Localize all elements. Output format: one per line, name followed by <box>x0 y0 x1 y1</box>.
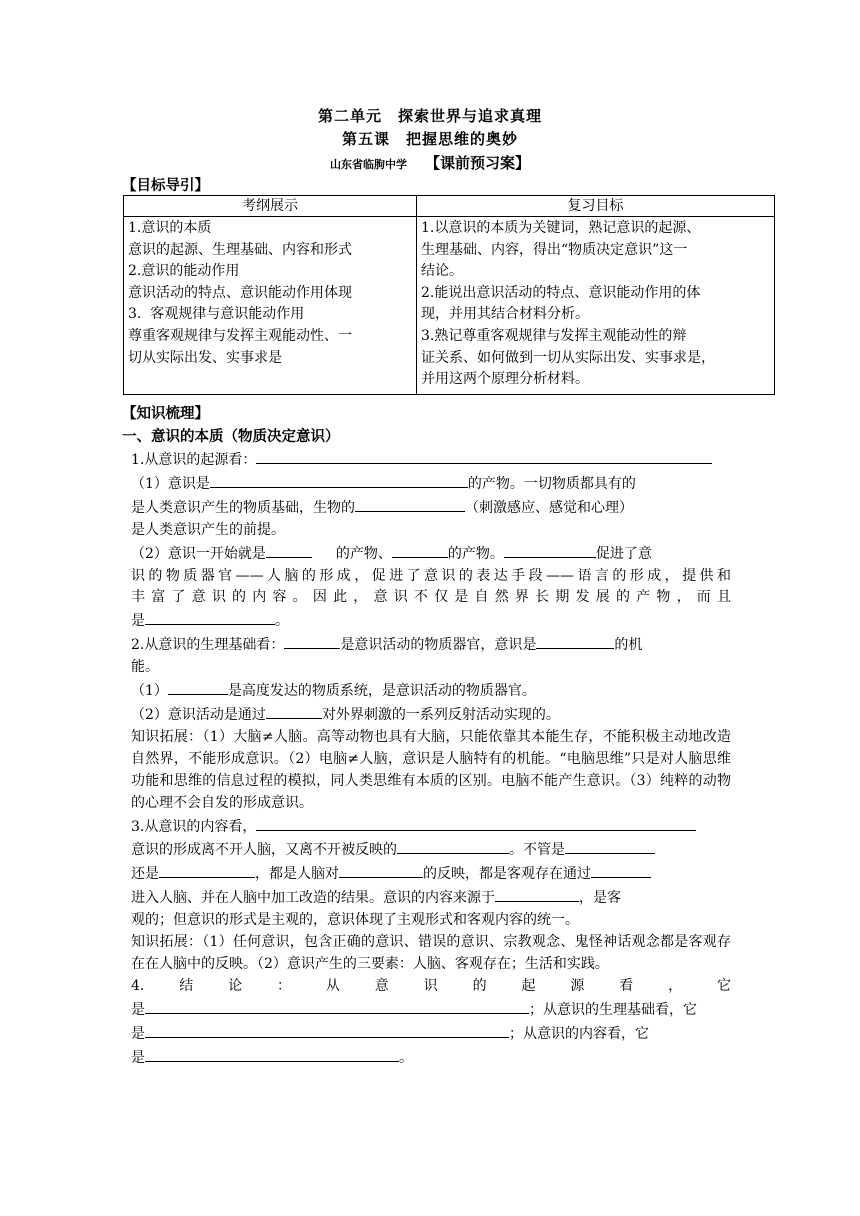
text: 是 <box>131 1049 145 1066</box>
paragraph: 能。 <box>131 659 159 676</box>
text: （1） <box>131 683 168 700</box>
syllabus-line: 意识活动的特点、意识能动作用体现 <box>128 284 352 301</box>
syllabus-line: 尊重客观规律与发挥主观能动性、一 <box>128 327 352 344</box>
goals-table-header-row <box>124 196 775 217</box>
text: ；从意识的生理基础看，它 <box>529 1001 697 1018</box>
text: 意识的形成离不开人脑，又离不开被反映的 <box>131 842 397 859</box>
objective-line: 生理基础、内容，得出“物质决定意识”这一 <box>421 241 688 258</box>
syllabus-line: 意识的起源、生理基础、内容和形式 <box>128 241 352 258</box>
paragraph <box>131 886 731 910</box>
text: 3.从意识的内容看， <box>131 818 257 835</box>
text: 是 <box>131 613 145 630</box>
answer-blank[interactable] <box>210 472 468 488</box>
objective-line: 结论。 <box>421 263 463 280</box>
paragraph <box>131 472 731 496</box>
text: 进入人脑、并在人脑中加工改造的结果。意识的内容来源于 <box>131 890 495 907</box>
text: ，是客 <box>579 890 621 907</box>
text: 。 <box>275 613 289 630</box>
paragraph <box>131 448 731 472</box>
extension-note: 知识拓展：（1）任何意识，包含正确的意识、错误的意识、宗教观念、鬼怪神话观念都是客观存在在人脑中的反映。（2）意识产生的三要素：人脑、客观存在；生活和实践。 <box>131 934 731 972</box>
paragraph <box>131 703 731 727</box>
text: （1）意识是 <box>131 475 210 492</box>
objective-line: 并用这两个原理分析材料。 <box>421 371 589 388</box>
answer-blank[interactable] <box>392 542 448 558</box>
text: （刺激感应、感觉和心理） <box>465 499 633 516</box>
goals-heading: 【目标导引】 <box>122 177 209 194</box>
subtitle-line <box>0 152 860 173</box>
text: 的产物、 <box>335 545 392 562</box>
school-name: 山东省临朐中学 <box>329 158 407 171</box>
goals-table-row <box>124 217 775 395</box>
answer-blank[interactable] <box>495 886 579 902</box>
text: 。 <box>399 1049 413 1066</box>
answer-blank[interactable] <box>397 838 509 854</box>
paragraph <box>131 815 731 839</box>
col-header-objectives: 复习目标 <box>417 196 775 217</box>
answer-blank[interactable] <box>565 838 655 854</box>
answer-blank[interactable] <box>504 542 596 558</box>
text: 对外界刺激的一系列反射活动实现的。 <box>321 706 560 723</box>
paragraph <box>131 520 731 542</box>
text: 的机 <box>614 637 643 654</box>
paragraph: 识的物质器官——人脑的形成，促进了意识的表达手段——语言的形成，提供和 <box>131 567 731 584</box>
paragraph <box>131 542 731 566</box>
syllabus-line: 3. 客观规律与意识能动作用 <box>128 306 305 323</box>
text: 是高度发达的物质系统，是意识活动的物质器官。 <box>227 683 536 700</box>
text: 还是 <box>131 866 159 883</box>
answer-blank[interactable] <box>266 542 312 558</box>
text: 的反映，都是客观存在通过 <box>423 866 591 883</box>
text: ，都是人脑对 <box>255 866 339 883</box>
answer-blank[interactable] <box>256 815 696 831</box>
text: 是意识活动的物质器官，意识是 <box>340 637 537 654</box>
answer-blank[interactable] <box>591 862 651 878</box>
objective-line: 1.以意识的本质为关键词，熟记意识的起源、 <box>421 220 701 236</box>
objective-line: 3.熟记尊重客观规律与发挥主观能动性的辩 <box>421 327 687 344</box>
extension-note: 知识拓展：（1）大脑≠人脑。高等动物也具有大脑，只能依靠其本能生存，不能积极主动地改造自然界，不能形成意识。（2）电脑≠人脑，意识是人脑特有的机能。“电脑思维”只是对人脑思维功能和思维的信息过程的模拟，同人类思维有本质的区别。电脑不能产生意识。（3）纯粹的动物的心理不会自发的形成意识。 <box>131 728 731 811</box>
paragraph <box>131 609 731 633</box>
answer-blank[interactable] <box>339 862 423 878</box>
answer-blank[interactable] <box>145 1046 399 1062</box>
paragraph <box>131 838 731 862</box>
text: 促进了意 <box>595 545 652 562</box>
text: （2）意识一开始就是 <box>131 545 266 562</box>
text: 2.从意识的生理基础看： <box>131 637 285 654</box>
objectives-cell <box>417 217 775 395</box>
paragraph <box>131 633 731 657</box>
text: 1.从意识的起源看： <box>131 452 257 468</box>
goals-table <box>123 195 775 395</box>
paragraph <box>131 1022 731 1046</box>
lesson-title: 第五课 把握思维的奥妙 <box>341 130 518 148</box>
text: 的产物。 <box>447 545 504 562</box>
answer-blank[interactable] <box>145 1022 509 1038</box>
syllabus-line: 2.意识的能动作用 <box>128 263 240 280</box>
objective-line: 2.能说出意识活动的特点、意识能动作用的体 <box>421 284 701 301</box>
section-heading-1: 一、意识的本质（物质决定意识） <box>122 428 340 445</box>
answer-blank[interactable] <box>145 609 275 625</box>
answer-blank[interactable] <box>355 496 465 512</box>
objective-line: 现，并用其结合材料分析。 <box>421 306 589 323</box>
objective-line: 证关系、如何做到一切从实际出发、实事求是， <box>421 349 715 366</box>
plan-label: 【课前预习案】 <box>424 154 530 172</box>
paragraph <box>131 998 731 1022</box>
answer-blank[interactable] <box>256 448 712 464</box>
paragraph: 观的；但意识的形式是主观的，意识体现了主观形式和客观内容的统一。 <box>131 912 579 929</box>
answer-blank[interactable] <box>284 633 340 649</box>
text: 是人类意识产生的前提。 <box>131 521 285 538</box>
answer-blank[interactable] <box>159 862 255 878</box>
unit-title: 第二单元 探索世界与追求真理 <box>317 107 542 125</box>
knowledge-heading: 【知识梳理】 <box>122 405 209 422</box>
paragraph <box>131 862 731 886</box>
answer-blank[interactable] <box>168 679 228 695</box>
answer-blank[interactable] <box>266 703 322 719</box>
col-header-syllabus: 考纲展示 <box>124 196 417 217</box>
answer-blank[interactable] <box>145 998 529 1014</box>
answer-blank[interactable] <box>536 633 614 649</box>
paragraph <box>131 496 731 520</box>
text: 。不管是 <box>509 842 565 859</box>
text: ；从意识的内容看，它 <box>509 1025 649 1042</box>
text: 是人类意识产生的物质基础，生物的 <box>131 499 355 516</box>
paragraph: 4.结论：从意识的起源看，它 <box>131 977 731 994</box>
text: （2）意识活动是通过 <box>131 706 266 723</box>
paragraph <box>131 1046 731 1070</box>
paragraph: 丰富了意识的内容。因此，意识不仅是自然界长期发展的产物，而且 <box>131 589 731 606</box>
text: 是 <box>131 1001 145 1018</box>
text: 的产物。一切物质都具有的 <box>467 475 636 492</box>
text: 是 <box>131 1025 145 1042</box>
paragraph <box>131 679 731 703</box>
syllabus-line: 1.意识的本质 <box>128 220 212 236</box>
syllabus-line: 切从实际出发、实事求是 <box>128 349 282 366</box>
knowledge-body <box>131 448 731 1069</box>
syllabus-cell <box>124 217 417 395</box>
